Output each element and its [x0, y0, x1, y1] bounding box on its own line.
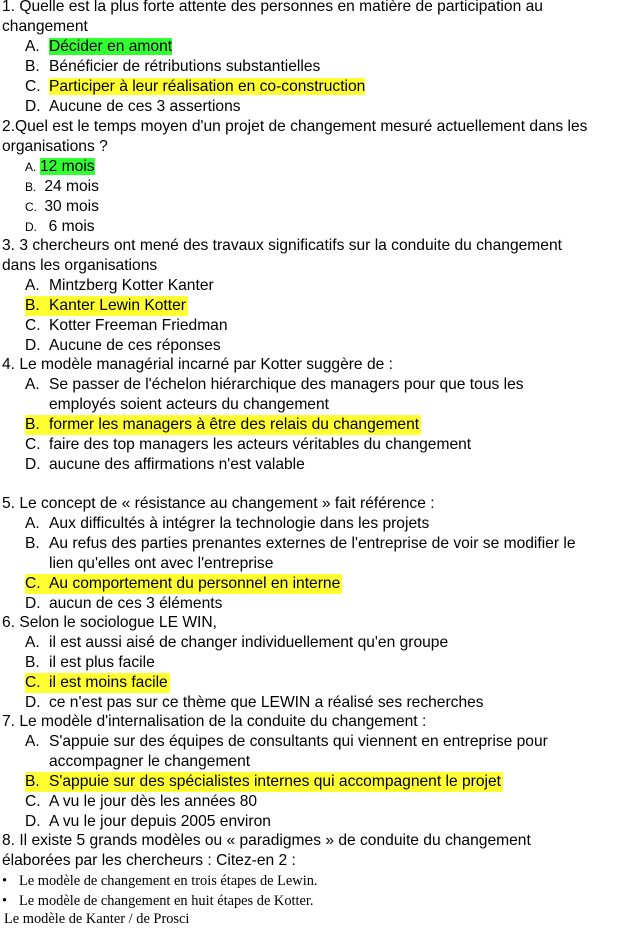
- option-text: il est moins facile: [49, 674, 168, 691]
- option-letter: A.: [25, 160, 37, 174]
- q7-option-a: [25, 732, 548, 752]
- option-text: ce n'est pas sur ce thème que LEWIN a réalisé ses recherches: [49, 694, 484, 711]
- q8-answer-1: [0, 871, 619, 891]
- option-text: Au comportement du personnel en interne: [49, 575, 341, 592]
- option-text: aucune des affirmations n'est valable: [49, 456, 305, 473]
- q3-question-line-2: dans les organisations: [2, 257, 158, 274]
- option-letter: D.: [25, 813, 41, 830]
- option-text: Aucune de ces 3 assertions: [49, 98, 241, 115]
- option-text: aucun de ces 3 éléments: [49, 595, 223, 612]
- q1-option-c: [25, 77, 365, 97]
- option-text: Aux difficultés à intégrer la technologie dans les projets: [49, 515, 430, 532]
- q3-question-line-1: 3. 3 chercheurs ont mené des travaux significatifs sur la conduite du changement: [2, 237, 562, 254]
- option-text: 12 mois: [40, 158, 95, 175]
- option-letter: B.: [25, 416, 40, 433]
- option-letter: B.: [25, 773, 40, 790]
- option-letter: A.: [25, 277, 40, 294]
- option-letter: C.: [25, 575, 41, 592]
- bullet-icon: •: [2, 873, 8, 889]
- option-text: Décider en amont: [49, 38, 173, 55]
- q5-question: 5. Le concept de « résistance au changement » fait référence :: [2, 495, 435, 512]
- option-letter: C.: [25, 436, 41, 453]
- q4-option-a: [25, 375, 524, 395]
- option-text: Kotter Freeman Friedman: [49, 317, 228, 334]
- q3-option-c: [25, 316, 228, 336]
- q1-option-d: [25, 97, 241, 117]
- option-letter: C.: [25, 78, 41, 95]
- answer-text: Le modèle de changement en trois étapes de Lewin.: [19, 873, 318, 889]
- option-letter: B.: [25, 535, 40, 552]
- q1-question-line-1: 1. Quelle est la plus forte attente des personnes en matière de participation au: [2, 0, 543, 15]
- option-letter: B.: [25, 58, 40, 75]
- q2-option-a: [25, 157, 95, 177]
- q3-option-a: [25, 276, 214, 296]
- option-text: Aucune de ces réponses: [49, 337, 221, 354]
- option-letter: D.: [25, 456, 41, 473]
- q5-option-b-continuation: lien qu'elles ont avec l'entreprise: [49, 555, 274, 572]
- option-text: S'appuie sur des équipes de consultants qui viennent en entreprise pour: [49, 733, 548, 750]
- option-text: Kanter Lewin Kotter: [49, 297, 186, 314]
- answer-text: Le modèle de changement en huit étapes de Kotter.: [19, 893, 314, 909]
- q7-option-c: [25, 792, 257, 812]
- option-letter: C.: [25, 793, 41, 810]
- option-text: Au refus des parties prenantes externes de l'entreprise de voir se modifier le: [49, 535, 576, 552]
- q6-question: 6. Selon le sociologue LE WIN,: [2, 614, 217, 631]
- q1-option-a: [25, 37, 172, 57]
- option-letter: A.: [25, 733, 40, 750]
- option-text: 24 mois: [40, 178, 99, 195]
- option-letter: D.: [25, 220, 37, 234]
- q5-option-d: [25, 594, 222, 614]
- q7-option-d: [25, 812, 271, 832]
- option-letter: A.: [25, 38, 40, 55]
- option-text: il est plus facile: [49, 654, 155, 671]
- option-letter: A.: [25, 376, 40, 393]
- option-letter: C.: [25, 674, 41, 691]
- q5-option-b: [25, 534, 576, 554]
- option-text: il est aussi aisé de changer individuellement qu'en groupe: [49, 634, 449, 651]
- option-letter: B.: [25, 654, 40, 671]
- q5-option-c: [25, 574, 342, 594]
- option-letter: A.: [25, 515, 40, 532]
- q8-answer-2: [0, 891, 619, 911]
- q2-option-d: [25, 217, 95, 237]
- option-text: faire des top managers les acteurs véritables du changement: [49, 436, 472, 453]
- option-letter: D.: [25, 694, 41, 711]
- option-text: A vu le jour dès les années 80: [49, 793, 258, 810]
- bullet-icon: •: [2, 893, 8, 909]
- option-text: former les managers à être des relais du changement: [49, 416, 420, 433]
- q4-option-c: [25, 435, 471, 455]
- q7-option-b: [25, 772, 503, 792]
- q4-option-a-continuation: employés soient acteurs du changement: [49, 396, 329, 413]
- q4-question: 4. Le modèle managérial incarné par Kotter suggère de :: [2, 356, 393, 373]
- q3-option-b: [25, 296, 188, 316]
- option-text: Participer à leur réalisation en co-construction: [49, 78, 366, 95]
- q8-extra-answer: Le modèle de Kanter / de Prosci: [4, 911, 190, 927]
- q6-option-b: [25, 653, 155, 673]
- option-letter: C.: [25, 200, 37, 214]
- q1-option-b: [25, 57, 320, 77]
- q1-question-line-2: changement: [2, 18, 88, 35]
- option-letter: D.: [25, 337, 41, 354]
- option-letter: C.: [25, 317, 41, 334]
- option-text: A vu le jour depuis 2005 environ: [49, 813, 271, 830]
- option-letter: B.: [25, 180, 37, 194]
- option-text: Mintzberg Kotter Kanter: [49, 277, 214, 294]
- q6-option-c: [25, 673, 170, 693]
- q5-option-a: [25, 514, 429, 534]
- option-text: 6 mois: [40, 218, 95, 235]
- option-text: Bénéficier de rétributions substantielles: [49, 58, 321, 75]
- q3-option-d: [25, 336, 221, 356]
- q8-question-line-2: élaborées par les chercheurs : Citez-en 2 :: [2, 852, 296, 869]
- option-text: 30 mois: [40, 198, 99, 215]
- q2-question-line-1: 2.Quel est le temps moyen d'un projet de changement mesuré actuellement dans les: [2, 118, 588, 135]
- option-letter: B.: [25, 297, 40, 314]
- option-text: S'appuie sur des spécialistes internes qui accompagnent le projet: [49, 773, 501, 790]
- q4-option-b: [25, 415, 421, 435]
- option-text: Se passer de l'échelon hiérarchique des managers pour que tous les: [49, 376, 524, 393]
- q6-option-d: [25, 693, 484, 713]
- q2-option-c: [25, 197, 99, 217]
- option-letter: D.: [25, 595, 41, 612]
- option-letter: A.: [25, 634, 40, 651]
- q8-question-line-1: 8. Il existe 5 grands modèles ou « paradigmes » de conduite du changement: [2, 832, 531, 849]
- q2-question-line-2: organisations ?: [2, 138, 108, 155]
- q2-option-b: [25, 177, 99, 197]
- option-letter: D.: [25, 98, 41, 115]
- q7-option-a-continuation: accompagner le changement: [49, 753, 251, 770]
- q6-option-a: [25, 633, 448, 653]
- q4-option-d: [25, 455, 305, 475]
- q7-question: 7. Le modèle d'internalisation de la conduite du changement :: [2, 713, 427, 730]
